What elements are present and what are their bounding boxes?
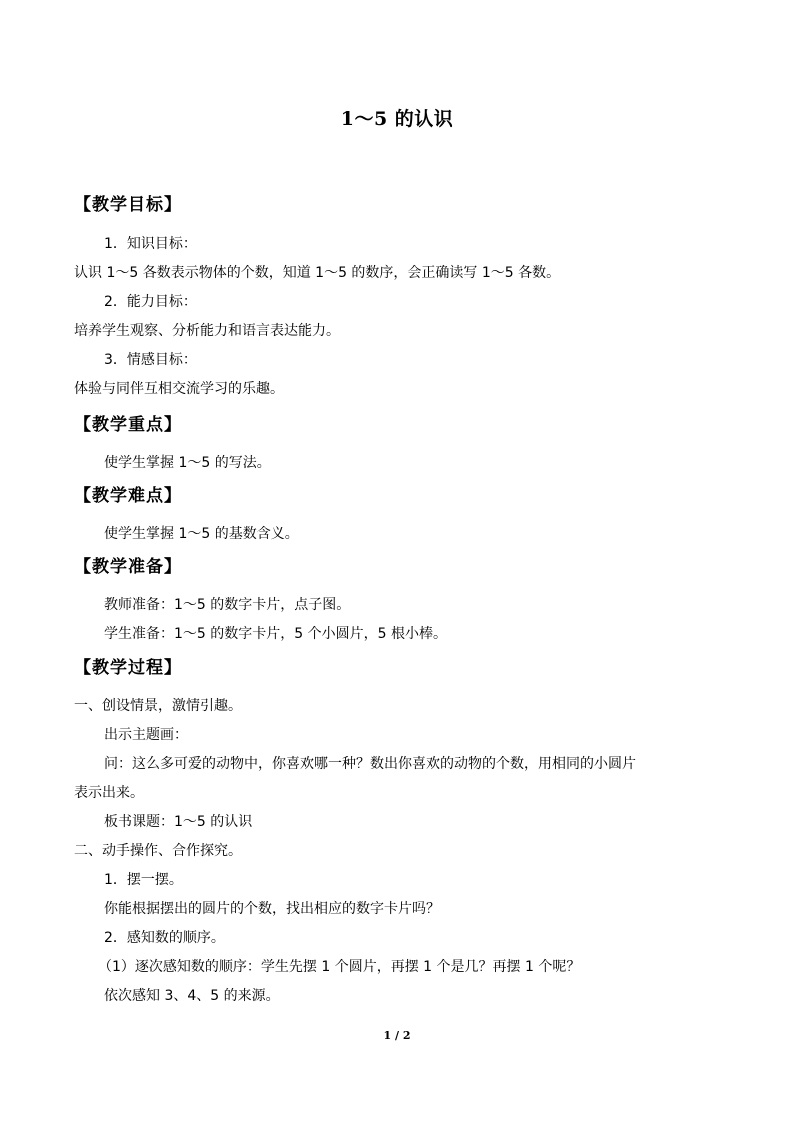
process-line-8: 你能根据摆出的圆片的个数，找出相应的数字卡片吗？: [104, 901, 440, 917]
process-line-10: （1）逐次感知数的顺序：学生先摆 1 个圆片，再摆 1 个是几？再摆 1 个呢？: [98, 959, 581, 975]
preparation-line-1: 教师准备：1～5 的数字卡片，点子图。: [104, 597, 351, 613]
goals-line-3: 2．能力目标：: [104, 294, 197, 310]
goals-line-1: 1．知识目标：: [104, 236, 197, 252]
section-heading-preparation: 【教学准备】: [74, 557, 182, 577]
process-line-3: 问：这么多可爱的动物中，你喜欢哪一种？数出你喜欢的动物的个数，用相同的小圆片: [104, 756, 636, 772]
section-heading-key-points: 【教学重点】: [74, 415, 182, 435]
process-line-1: 一、创设情景，激情引趣。: [74, 698, 242, 714]
process-line-6: 二、动手操作、合作探究。: [74, 843, 242, 859]
document-title: 1～5 的认识: [340, 108, 454, 130]
section-heading-difficulties: 【教学难点】: [74, 486, 182, 506]
process-line-5: 板书课题：1～5 的认识: [104, 814, 253, 830]
process-line-11: 依次感知 3、4、5 的来源。: [104, 988, 280, 1004]
key-points-line-1: 使学生掌握 1～5 的写法。: [104, 455, 271, 471]
process-line-7: 1．摆一摆。: [104, 872, 183, 888]
process-line-4: 表示出来。: [74, 785, 144, 801]
page-indicator: 1 / 2: [383, 1029, 411, 1042]
preparation-line-2: 学生准备：1～5 的数字卡片，5 个小圆片，5 根小棒。: [104, 626, 447, 642]
section-heading-goals: 【教学目标】: [74, 195, 182, 215]
goals-line-4: 培养学生观察、分析能力和语言表达能力。: [74, 323, 340, 339]
process-line-2: 出示主题画：: [104, 727, 188, 743]
process-line-9: 2．感知数的顺序。: [104, 930, 225, 946]
goals-line-6: 体验与同伴互相交流学习的乐趣。: [74, 381, 284, 397]
difficulties-line-1: 使学生掌握 1～5 的基数含义。: [104, 526, 299, 542]
goals-line-2: 认识 1～5 各数表示物体的个数，知道 1～5 的数序，会正确读写 1～5 各数。: [74, 265, 561, 281]
section-heading-process: 【教学过程】: [74, 658, 182, 678]
goals-line-5: 3．情感目标：: [104, 352, 197, 368]
